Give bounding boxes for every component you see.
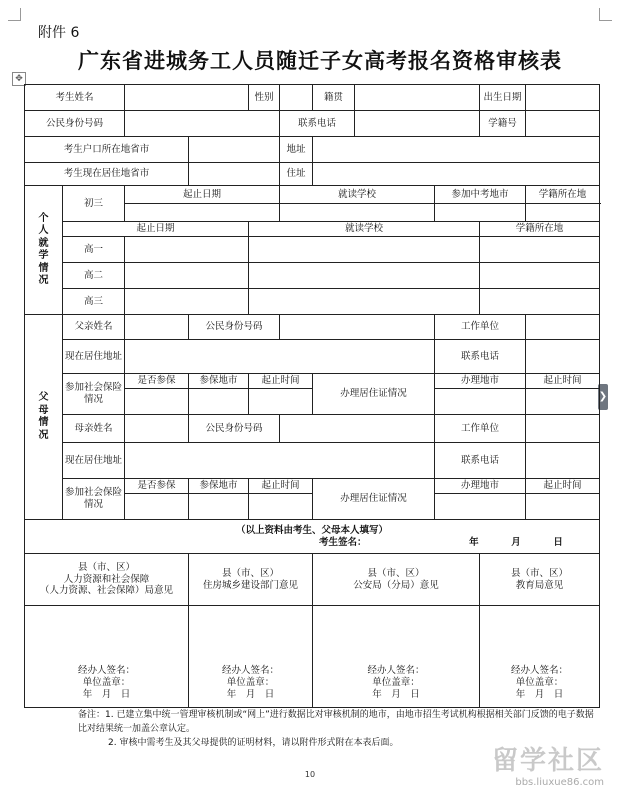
residence-address-label: 住址 [280, 163, 313, 186]
watermark-logo: 留学社区 [491, 746, 604, 776]
watermark [444, 740, 604, 788]
native-place-label: 籍贯 [313, 85, 355, 111]
residence-field[interactable] [189, 163, 280, 186]
mother-insured-period-field[interactable] [249, 494, 313, 520]
junior-exam-city-field[interactable] [435, 204, 526, 222]
father-permit-label: 办理居住证情况 [313, 374, 435, 415]
father-name-field[interactable] [125, 315, 189, 340]
junior-school-header: 就读学校 [280, 186, 435, 204]
opinion-public-security: 县（市、区） 公安局（分局）意见 [313, 554, 480, 606]
signature-block[interactable]: 经办人签名： 单位盖章： 年 月 日 [313, 606, 480, 708]
hukou-address-label: 地址 [280, 137, 313, 163]
mother-address-field[interactable] [125, 443, 435, 479]
father-insured-city-header: 参保地市 [189, 374, 249, 389]
sign-year: 年 [469, 536, 479, 548]
father-insured-period-field[interactable] [249, 389, 313, 415]
birth-date-label: 出生日期 [480, 85, 526, 111]
hukou-label: 考生户口所在地省市 [25, 137, 189, 163]
residence-label: 考生现在居住地省市 [25, 163, 189, 186]
gender-label: 性别 [249, 85, 280, 111]
mother-id-field[interactable] [280, 415, 435, 443]
opinion-hr-social-security: 县（市、区） 人力资源和社会保障 （人力资源、社会保障）局意见 [25, 554, 189, 606]
opinion-education: 县（市、区） 教育局意见 [480, 554, 600, 606]
gender-field[interactable] [280, 85, 313, 111]
mother-phone-label: 联系电话 [435, 443, 526, 479]
senior-record-city-header: 学籍所在地 [480, 222, 600, 237]
father-id-label: 公民身份号码 [189, 315, 280, 340]
father-insurance-label: 参加社会保险情况 [63, 374, 125, 415]
birth-date-field[interactable] [526, 85, 600, 111]
father-permit-city-header: 办理地市 [435, 374, 526, 389]
candidate-signature-label: 考生签名： [319, 536, 367, 548]
side-collapse-tab[interactable]: ❯ [598, 384, 608, 410]
senior-record-city-field[interactable] [480, 263, 600, 289]
signature-block[interactable]: 经办人签名： 单位盖章： 年 月 日 [189, 606, 313, 708]
mother-insurance-label: 参加社会保险情况 [63, 479, 125, 520]
page-title: 广东省进城务工人员随迁子女高考报名资格审核表 [78, 49, 562, 73]
junior-period-field[interactable] [125, 204, 280, 222]
father-work-unit-label: 工作单位 [435, 315, 526, 340]
mother-phone-field[interactable] [526, 443, 600, 479]
attachment-label: 附件 6 [38, 25, 80, 41]
father-address-field[interactable] [125, 340, 435, 374]
father-insured-field[interactable] [125, 389, 189, 415]
father-permit-period-field[interactable] [526, 389, 600, 415]
senior-period-field[interactable] [125, 263, 249, 289]
phone-field[interactable] [355, 111, 480, 137]
phone-label: 联系电话 [280, 111, 355, 137]
junior-school-field[interactable] [280, 204, 435, 222]
mother-permit-city-field[interactable] [435, 494, 526, 520]
junior-exam-city-header: 参加中考地市 [435, 186, 526, 204]
father-permit-city-field[interactable] [435, 389, 526, 415]
father-work-unit-field[interactable] [526, 315, 600, 340]
margin-corner-mark [8, 8, 21, 21]
candidate-name-field[interactable] [125, 85, 249, 111]
senior-school-field[interactable] [249, 237, 480, 263]
mother-name-field[interactable] [125, 415, 189, 443]
declaration-text: （以上资料由考生、父母本人填写） [236, 524, 389, 536]
signature-block[interactable]: 经办人签名： 单位盖章： 年 月 日 [25, 606, 189, 708]
sign-month: 月 [511, 536, 521, 548]
senior-school-field[interactable] [249, 263, 480, 289]
note-2: 2. 审核中需考生及其父母提供的证明材料，请以附件形式附在本表后面。 [108, 738, 399, 748]
junior-period-header: 起止日期 [125, 186, 280, 204]
senior-period-field[interactable] [125, 237, 249, 263]
mother-id-label: 公民身份号码 [189, 415, 280, 443]
mother-permit-label: 办理居住证情况 [313, 479, 435, 520]
mother-insured-header: 是否参保 [125, 479, 189, 494]
study-section-label: 个 人 就 学 情 况 [25, 186, 63, 315]
mother-insured-city-field[interactable] [189, 494, 249, 520]
father-phone-label: 联系电话 [435, 340, 526, 374]
father-phone-field[interactable] [526, 340, 600, 374]
junior-record-city-header: 学籍所在地 [526, 186, 600, 204]
father-insured-header: 是否参保 [125, 374, 189, 389]
junior-grade-label: 初三 [63, 186, 125, 222]
mother-permit-period-header: 起止时间 [526, 479, 600, 494]
senior-school-header: 就读学校 [249, 222, 480, 237]
mother-insured-field[interactable] [125, 494, 189, 520]
mother-insured-city-header: 参保地市 [189, 479, 249, 494]
sign-day: 日 [553, 536, 563, 548]
mother-work-unit-label: 工作单位 [435, 415, 526, 443]
father-insured-city-field[interactable] [189, 389, 249, 415]
student-number-label: 学籍号 [480, 111, 526, 137]
father-name-label: 父亲姓名 [63, 315, 125, 340]
declaration-block [25, 520, 600, 554]
id-number-field[interactable] [125, 111, 280, 137]
table-move-handle-icon[interactable]: ✥ [12, 72, 26, 86]
residence-address-field[interactable] [313, 163, 600, 186]
id-number-label: 公民身份号码 [25, 111, 125, 137]
mother-permit-period-field[interactable] [526, 494, 600, 520]
senior-period-field[interactable] [125, 289, 249, 315]
note-1: 备注：1. 已建立集中统一管理审核机制或“网上”进行数据比对审核机制的地市，由地市招生考试机构根据相关部门反馈的电子数据比对结果统一加盖公章认定。 [78, 710, 594, 734]
father-address-label: 现在居住地址 [63, 340, 125, 374]
father-permit-period-header: 起止时间 [526, 374, 600, 389]
senior-grade-label: 高一 [63, 237, 125, 263]
senior-record-city-field[interactable] [480, 237, 600, 263]
junior-record-city-field[interactable] [526, 204, 600, 222]
watermark-url: bbs.liuxue86.com [515, 777, 604, 788]
senior-grade-label: 高二 [63, 263, 125, 289]
senior-school-field[interactable] [249, 289, 480, 315]
father-id-field[interactable] [280, 315, 435, 340]
page-number: 10 [304, 770, 316, 779]
senior-period-header: 起止日期 [63, 222, 249, 237]
student-number-field[interactable] [526, 111, 600, 137]
hukou-address-field[interactable] [313, 137, 600, 163]
margin-corner-mark [599, 8, 612, 21]
mother-address-label: 现在居住地址 [63, 443, 125, 479]
parents-section-label: 父 母 情 况 [25, 315, 63, 520]
mother-permit-city-header: 办理地市 [435, 479, 526, 494]
mother-work-unit-field[interactable] [526, 415, 600, 443]
senior-grade-label: 高三 [63, 289, 125, 315]
application-form-table [24, 84, 600, 708]
opinion-housing: 县（市、区） 住房城乡建设部门意见 [189, 554, 313, 606]
candidate-name-label: 考生姓名 [25, 85, 125, 111]
mother-name-label: 母亲姓名 [63, 415, 125, 443]
mother-insured-period-header: 起止时间 [249, 479, 313, 494]
signature-block[interactable]: 经办人签名： 单位盖章： 年 月 日 [480, 606, 600, 708]
senior-record-city-field[interactable] [480, 289, 600, 315]
hukou-field[interactable] [189, 137, 280, 163]
father-insured-period-header: 起止时间 [249, 374, 313, 389]
native-place-field[interactable] [355, 85, 480, 111]
